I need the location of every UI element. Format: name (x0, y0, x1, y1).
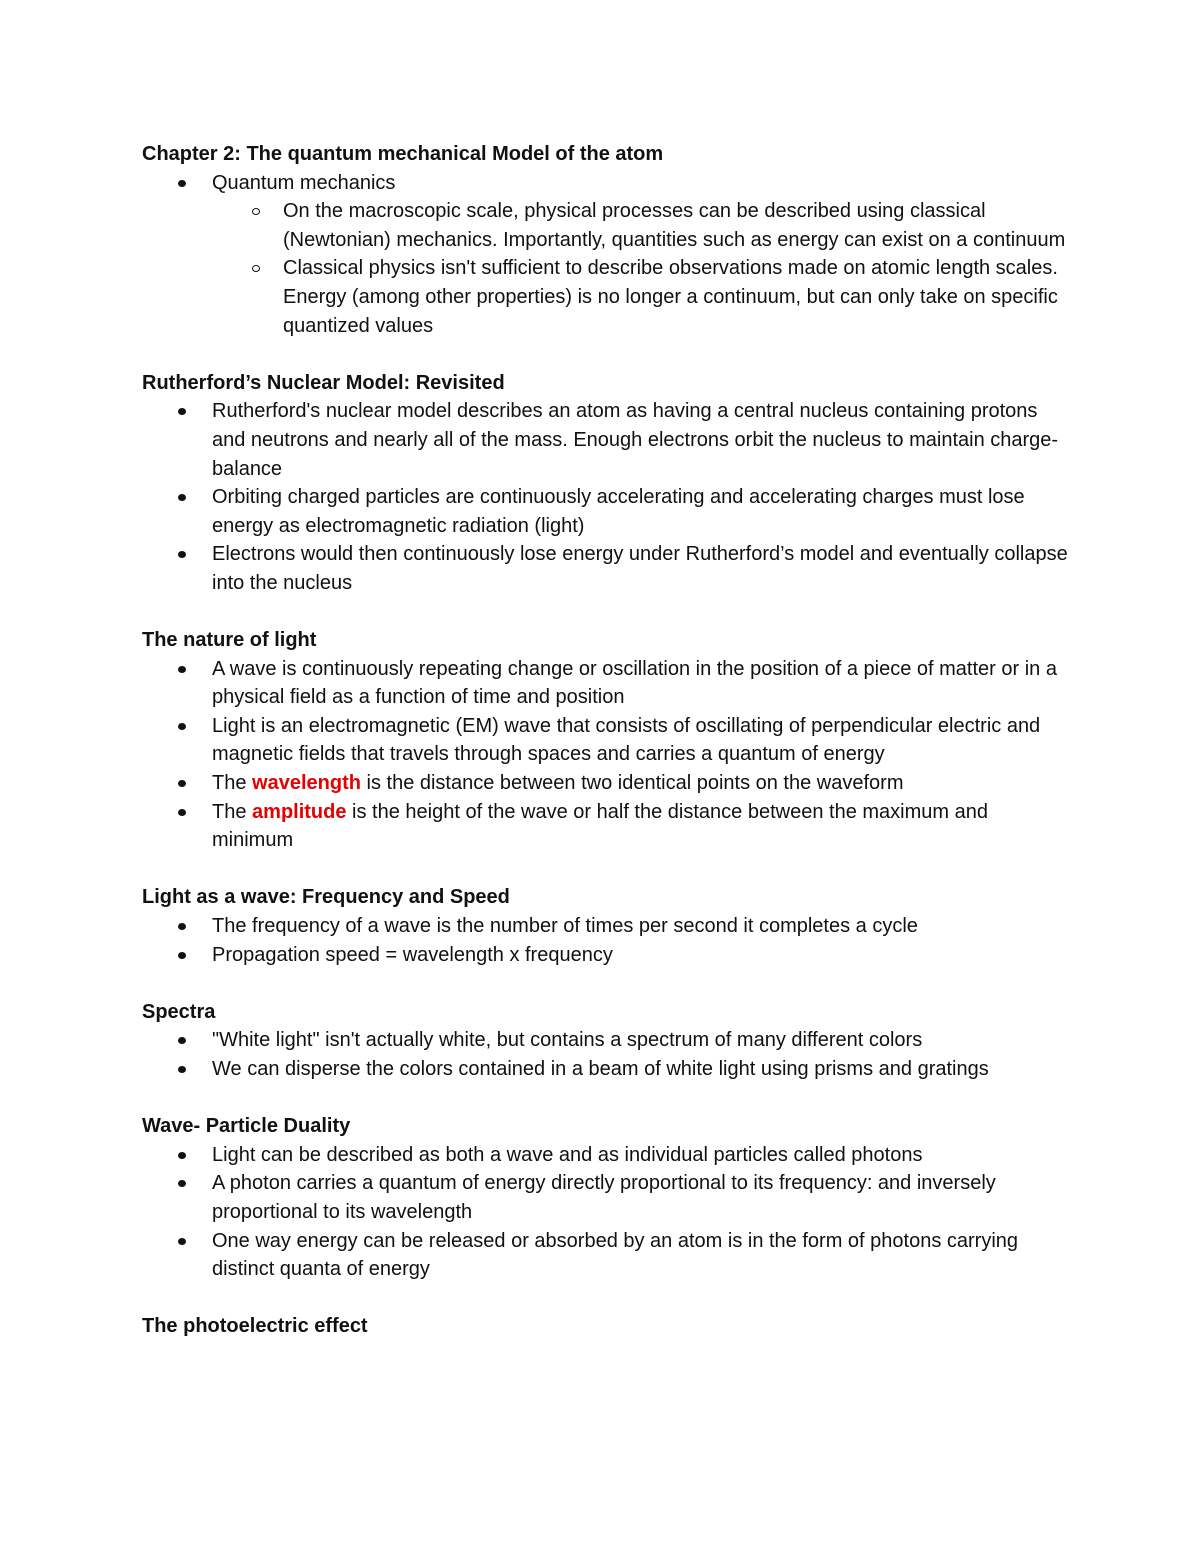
highlight-term-amplitude: amplitude (252, 800, 347, 823)
section-quantum-model (142, 140, 1072, 340)
section-heading: Wave- Particle Duality (142, 1115, 351, 1138)
list-item: "White light" isn't actually white, but contains a spectrum of many different colors (142, 1026, 1072, 1055)
section-spectra (142, 998, 1072, 1084)
list-item: Light can be described as both a wave and as individual particles called photons (142, 1141, 1072, 1170)
list-item: Light is an electromagnetic (EM) wave that consists of oscillating of perpendicular electric and magnetic fields that travels through spaces and carries a quantum of energy (142, 712, 1072, 769)
list-item: Electrons would then continuously lose energy under Rutherford’s model and eventually collapse into the nucleus (142, 540, 1072, 597)
section-nature-of-light (142, 626, 1072, 855)
document-page (142, 140, 1072, 1370)
section-heading: The photoelectric effect (142, 1315, 368, 1338)
list-item: Rutherford's nuclear model describes an atom as having a central nucleus containing protons and neutrons and nearly all of the mass. Enough electrons orbit the nucleus to maintain charge-balance (142, 397, 1072, 483)
bullet-list (142, 1141, 1072, 1284)
sub-list-item: Classical physics isn't sufficient to describe observations made on atomic length scales. Energy (among other properties) is no longer a continuum, but can only take on specific quantized values (212, 254, 1072, 340)
text-prefix: The (212, 772, 253, 795)
highlight-term-wavelength: wavelength (252, 772, 361, 795)
section-heading: Rutherford’s Nuclear Model: Revisited (142, 371, 505, 394)
list-item (142, 769, 1072, 798)
bullet-list (142, 1026, 1072, 1083)
section-rutherford (142, 369, 1072, 598)
section-heading: Chapter 2: The quantum mechanical Model of the atom (142, 143, 664, 165)
text-prefix: The (212, 800, 253, 823)
section-photoelectric-effect (142, 1312, 1072, 1341)
text-suffix: is the height of the wave or half the distance between the maximum and minimum (212, 800, 988, 852)
list-item (142, 798, 1072, 855)
bullet-list (142, 912, 1072, 969)
bullet-text: Quantum mechanics (212, 171, 396, 194)
section-heading: Spectra (142, 1000, 216, 1023)
list-item: A wave is continuously repeating change or oscillation in the position of a piece of matter or in a physical field as a function of time and position (142, 655, 1072, 712)
text-suffix: is the distance between two identical points on the waveform (360, 772, 904, 795)
list-item: We can disperse the colors contained in a beam of white light using prisms and gratings (142, 1055, 1072, 1084)
list-item: Orbiting charged particles are continuously accelerating and accelerating charges must lose energy as electromagnetic radiation (light) (142, 483, 1072, 540)
bullet-list (142, 655, 1072, 855)
section-wave-particle-duality (142, 1112, 1072, 1284)
section-heading: Light as a wave: Frequency and Speed (142, 886, 510, 909)
list-item: One way energy can be released or absorbed by an atom is in the form of photons carrying distinct quanta of energy (142, 1227, 1072, 1284)
sub-bullet-list (212, 197, 1072, 340)
bullet-list (142, 169, 1072, 341)
sub-list-item: On the macroscopic scale, physical processes can be described using classical (Newtonian) mechanics. Importantly, quantities such as energy can exist on a continuum (212, 197, 1072, 254)
list-item (142, 169, 1072, 341)
bullet-list (142, 397, 1072, 597)
list-item: A photon carries a quantum of energy directly proportional to its frequency: and inversely proportional to its wavelength (142, 1169, 1072, 1226)
list-item: The frequency of a wave is the number of times per second it completes a cycle (142, 912, 1072, 941)
section-heading: The nature of light (142, 629, 317, 652)
list-item: Propagation speed = wavelength x frequency (142, 941, 1072, 970)
section-frequency-speed (142, 883, 1072, 969)
